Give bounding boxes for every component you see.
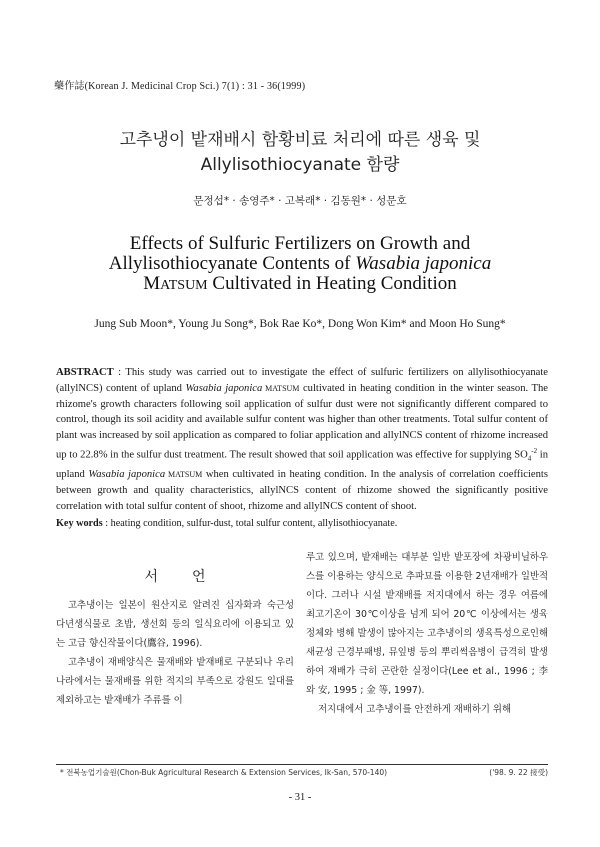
author-abbrev: MATSUM [143,273,208,294]
english-title-line1: Effects of Sulfuric Fertilizers on Growth and [129,233,471,254]
body-paragraph: 고추냉이는 일본이 원산지로 알려진 십자화과 숙근성 다년생식물로 초밥, 생선회 등의 일식요리에 이용되고 있는 고급 향신작물이다(鷹谷, 1996). [56,600,294,649]
english-title-line2 [0,254,600,274]
english-title-line2-text: Allylisothiocyanate Contents of [108,253,356,274]
keywords-label: Key words [56,518,103,529]
english-authors: Jung Sub Moon*, Young Ju Song*, Bok Rae Ko*, Dong Won Kim* and Moon Ho Sung* [94,318,506,330]
korean-title-line1: 고추냉이 밭재배시 함황비료 처리에 따른 생육 및 [119,130,481,150]
korean-title [0,128,600,178]
species-name: Wasabia japonica [88,469,166,481]
footnote-divider [56,764,548,765]
korean-title-line2: Allylisothiocyanate 함량 [200,155,400,175]
received-date: ('98. 9. 22 接受) [489,768,548,777]
body-column-left [56,568,294,710]
species-name: Wasabia japonica [355,253,492,274]
body-paragraph: 저지대에서 고추냉이를 안전하게 재배하기 위해 [318,704,512,715]
species-name: Wasabia japonica [185,382,263,394]
korean-authors: 문정섭* · 송영주* · 고복래* · 김동원* · 성문호 [193,195,407,207]
body-paragraph: 루고 있으며, 밭재배는 대부분 일반 밭포장에 차광비닐하우스를 이용하는 양식으로 추파묘를 이용한 2년재배가 일반적이다. 그러나 시설 밭재배를 저지대에서 하는 경우 여름에 최고기온이 30℃이상을 넘게 되어 20℃ 이상에서는 생육 정체와 병해 발생이 많아지는 고추냉이의 생육특성으로인해 새균성 근경부패병, 뮤잎병 등의 뿌리썩음병이 급격히 발생하여 재배가 극히 곤란한 실정이다(Lee et al., 1996 ; 李와 安, 1995 ; 金 等, 1997). [306,552,548,696]
footnote [60,767,548,778]
affiliation-footnote: * 전북농업기술원(Chon-Buk Agricultural Research & Extension Services, Ik-San, 570-140) [60,768,388,777]
english-title-line3 [0,274,600,296]
body-column-right [306,548,548,719]
keywords [56,518,548,529]
abstract: ABSTRACT : This study was carried out to investigate the effect of sulfuric fertilizers on allylisothiocyanate (allylNCS) content of upland Wasabia japonica MATSUM cultivated in heating condition in the winter season. The rhizome's growth characters following soil application of sulfur dust were not significantly different compared to control, though its soil acidity and available sulfur content was higher than other treatments. Total sulfur content of plant was increased by soil application as compared to foliar application and allylNCS content of rhizome increased up to 22.8% in the sulfur dust treatment. The result showed that soil application was effective for supplying $SO_4^{-2}$ in upland Wasabia japonica MATSUM when cultivated in heating condition. In the analysis of correlation coefficients between growth and quality characteristics, allylNCS content of rhizome showed the significantly positive correlation with total sulfur content of shoot, rhizome and allylNCS content of shoot. [56,367,549,513]
english-title [0,234,600,296]
body-paragraph: 고추냉이 재배양식은 물재배와 밭재배로 구분되나 우리나라에서는 물재배를 위한 적지의 부족으로 강원도 일대를 제외하고는 밭재배가 주류를 이 [56,657,294,706]
english-title-line3-text: Cultivated in Heating Condition [207,273,457,294]
abstract-label: ABSTRACT [56,367,114,378]
section-heading-intro: 서언 [144,569,240,585]
keywords-text: : heating condition, sulfur-dust, total sulfur content, allylisothiocyanate. [102,518,398,529]
page-number: - 31 - [288,792,312,803]
journal-citation: 藥作誌(Korean J. Medicinal Crop Sci.) 7(1) : 31 - 36(1999) [54,81,306,92]
